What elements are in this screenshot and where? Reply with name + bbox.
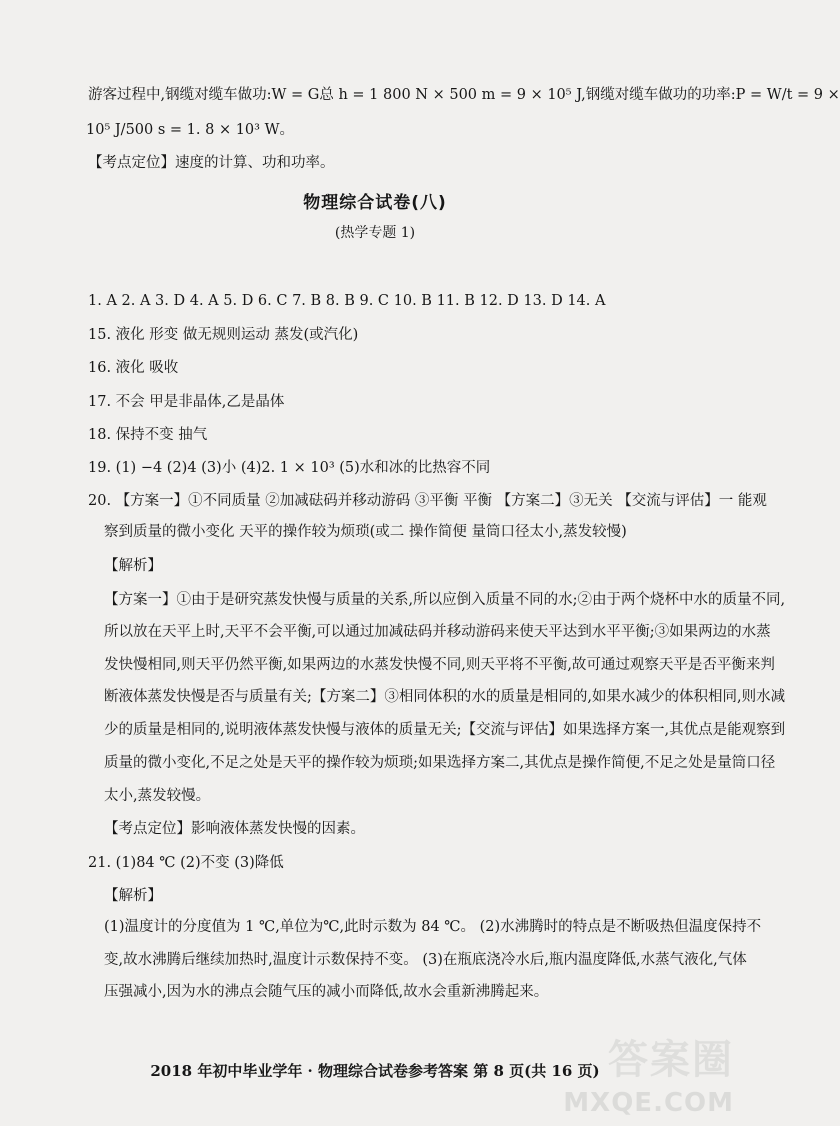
intro-note: 【考点定位】速度的计算、功和功率。: [88, 155, 335, 171]
intro-line-2: 10⁵ J/500 s = 1. 8 × 10³ W。: [86, 122, 294, 138]
answer-21-analysis-1: (1)温度计的分度值为 1 ℃,单位为℃,此时示数为 84 ℃。 (2)水沸腾时的特点是不断吸热但温度保持不: [104, 919, 762, 935]
answer-20-analysis-label: 【解析】: [104, 558, 162, 574]
answer-21-analysis-label: 【解析】: [104, 888, 162, 904]
answer-21-analysis-2: 变,故水沸腾后继续加热时,温度计示数保持不变。 (3)在瓶底浇冷水后,瓶内温度降低,水蒸气液化,气体: [104, 952, 747, 968]
watermark-logo-text: 答案圈: [608, 1037, 734, 1083]
intro-line-1: 游客过程中,钢缆对缆车做功:W = G总 h = 1 800 N × 500 m = 9 × 10⁵ J,钢缆对缆车做功的功率:P = W/t = 9 ×: [88, 87, 840, 103]
page-subtitle: (热学专题 1): [334, 225, 416, 241]
answer-20-line-1: 20. 【方案一】①不同质量 ②加减砝码并移动游码 ③平衡 平衡 【方案二】③无关 【交流与评估】一 能观: [88, 493, 767, 509]
answer-15: 15. 液化 形变 做无规则运动 蒸发(或汽化): [88, 327, 359, 343]
page-title: 物理综合试卷(八): [303, 193, 447, 213]
answer-16: 16. 液化 吸收: [88, 360, 179, 376]
answer-20-analysis-4: 断液体蒸发快慢是否与质量有关;【方案二】③相同体积的水的质量是相同的,如果水减少的体积相同,则水减: [104, 689, 786, 705]
answer-17: 17. 不会 甲是非晶体,乙是晶体: [88, 394, 285, 410]
answer-21: 21. (1)84 ℃ (2)不变 (3)降低: [88, 855, 284, 871]
answer-21-analysis-3: 压强减小,因为水的沸点会随气压的减小而降低,故水会重新沸腾起来。: [104, 984, 549, 1000]
answer-20-analysis-6: 质量的微小变化,不足之处是天平的操作较为烦琐;如果选择方案二,其优点是操作简便,不足之处是量筒口径: [104, 755, 776, 771]
answer-18: 18. 保持不变 抽气: [88, 427, 208, 443]
watermark-url: MXQE.COM: [563, 1088, 734, 1118]
site-watermark: [563, 1028, 740, 1118]
answer-20-analysis-5: 少的质量是相同的,说明液体蒸发快慢与液体的质量无关;【交流与评估】如果选择方案一,其优点是能观察到: [104, 722, 786, 738]
answer-20-analysis-1: 【方案一】①由于是研究蒸发快慢与质量的关系,所以应倒入质量不同的水;②由于两个烧杯中水的质量不同,: [104, 592, 786, 608]
answer-20-analysis-3: 发快慢相同,则天平仍然平衡,如果两边的水蒸发快慢不同,则天平将不平衡,故可通过观察天平是否平衡来判: [104, 657, 775, 673]
page-footer: 2018 年初中毕业学年 · 物理综合试卷参考答案 第 8 页(共 16 页): [150, 1062, 600, 1080]
answer-20-note: 【考点定位】影响液体蒸发快慢的因素。: [104, 821, 365, 837]
answers-multiple-choice: 1. A 2. A 3. D 4. A 5. D 6. C 7. B 8. B 9. C 10. B 11. B 12. D 13. D 14. A: [88, 293, 606, 309]
answer-19: 19. (1) −4 (2)4 (3)小 (4)2. 1 × 10³ (5)水和冰的比热容不同: [88, 460, 491, 476]
answer-20-analysis-7: 太小,蒸发较慢。: [104, 788, 211, 804]
answer-20-line-2: 察到质量的微小变化 天平的操作较为烦琐(或二 操作简便 量筒口径太小,蒸发较慢): [104, 524, 627, 540]
answer-20-analysis-2: 所以放在天平上时,天平不会平衡,可以通过加减砝码并移动游码来使天平达到水平平衡;③如果两边的水蒸: [104, 624, 771, 640]
